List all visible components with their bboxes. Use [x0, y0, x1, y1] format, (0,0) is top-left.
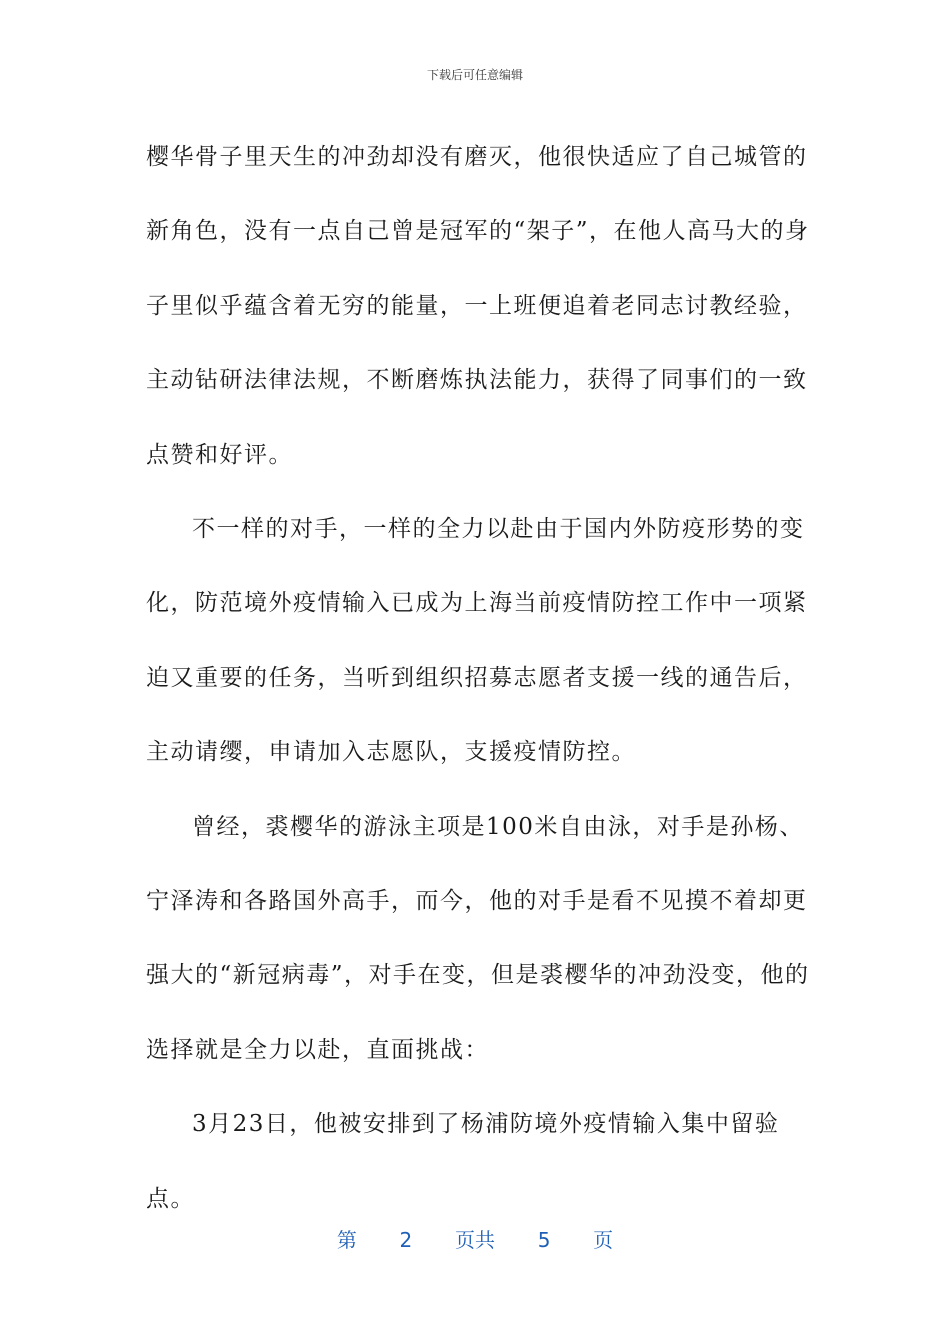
footer-middle: 页共	[455, 1228, 495, 1252]
footer-total-pages: 5	[537, 1228, 551, 1252]
paragraph-1: 樱华骨子里天生的冲劲却没有磨灭，他很快适应了自己城管的新角色，没有一点自己曾是冠军的“架子”，在他人高马大的身子里似乎蕴含着无穷的能量，一上班便追着老同志讨教经验，主动钻研法律法规，不断磨炼执法能力，获得了同事们的一致点赞和好评。	[146, 144, 810, 468]
footer-prefix: 第	[336, 1228, 357, 1252]
paragraph-3: 曾经，裘樱华的游泳主项是100米自由泳，对手是孙杨、宁泽涛和各路国外高手，而今，他的对手是看不见摸不着却更强大的“新冠病毒”，对手在变，但是裘樱华的冲劲没变，他的选择就是全力以赴，直面挑战：	[146, 813, 810, 1063]
paragraph-4: 3月23日，他被安排到了杨浦防境外疫情输入集中留验点。	[146, 1111, 780, 1212]
footer-current-page: 2	[399, 1228, 413, 1252]
page-footer	[0, 1224, 950, 1253]
page-header-note: 下载后可任意编辑	[426, 68, 523, 82]
document-body	[146, 120, 826, 1236]
paragraph-2: 不一样的对手，一样的全力以赴由于国内外防疫形势的变化，防范境外疫情输入已成为上海当前疫情防控工作中一项紧迫又重要的任务，当听到组织招募志愿者支援一线的通告后，主动请缨，申请加入志愿队，支援疫情防控。	[146, 516, 808, 766]
footer-suffix: 页	[593, 1228, 614, 1252]
